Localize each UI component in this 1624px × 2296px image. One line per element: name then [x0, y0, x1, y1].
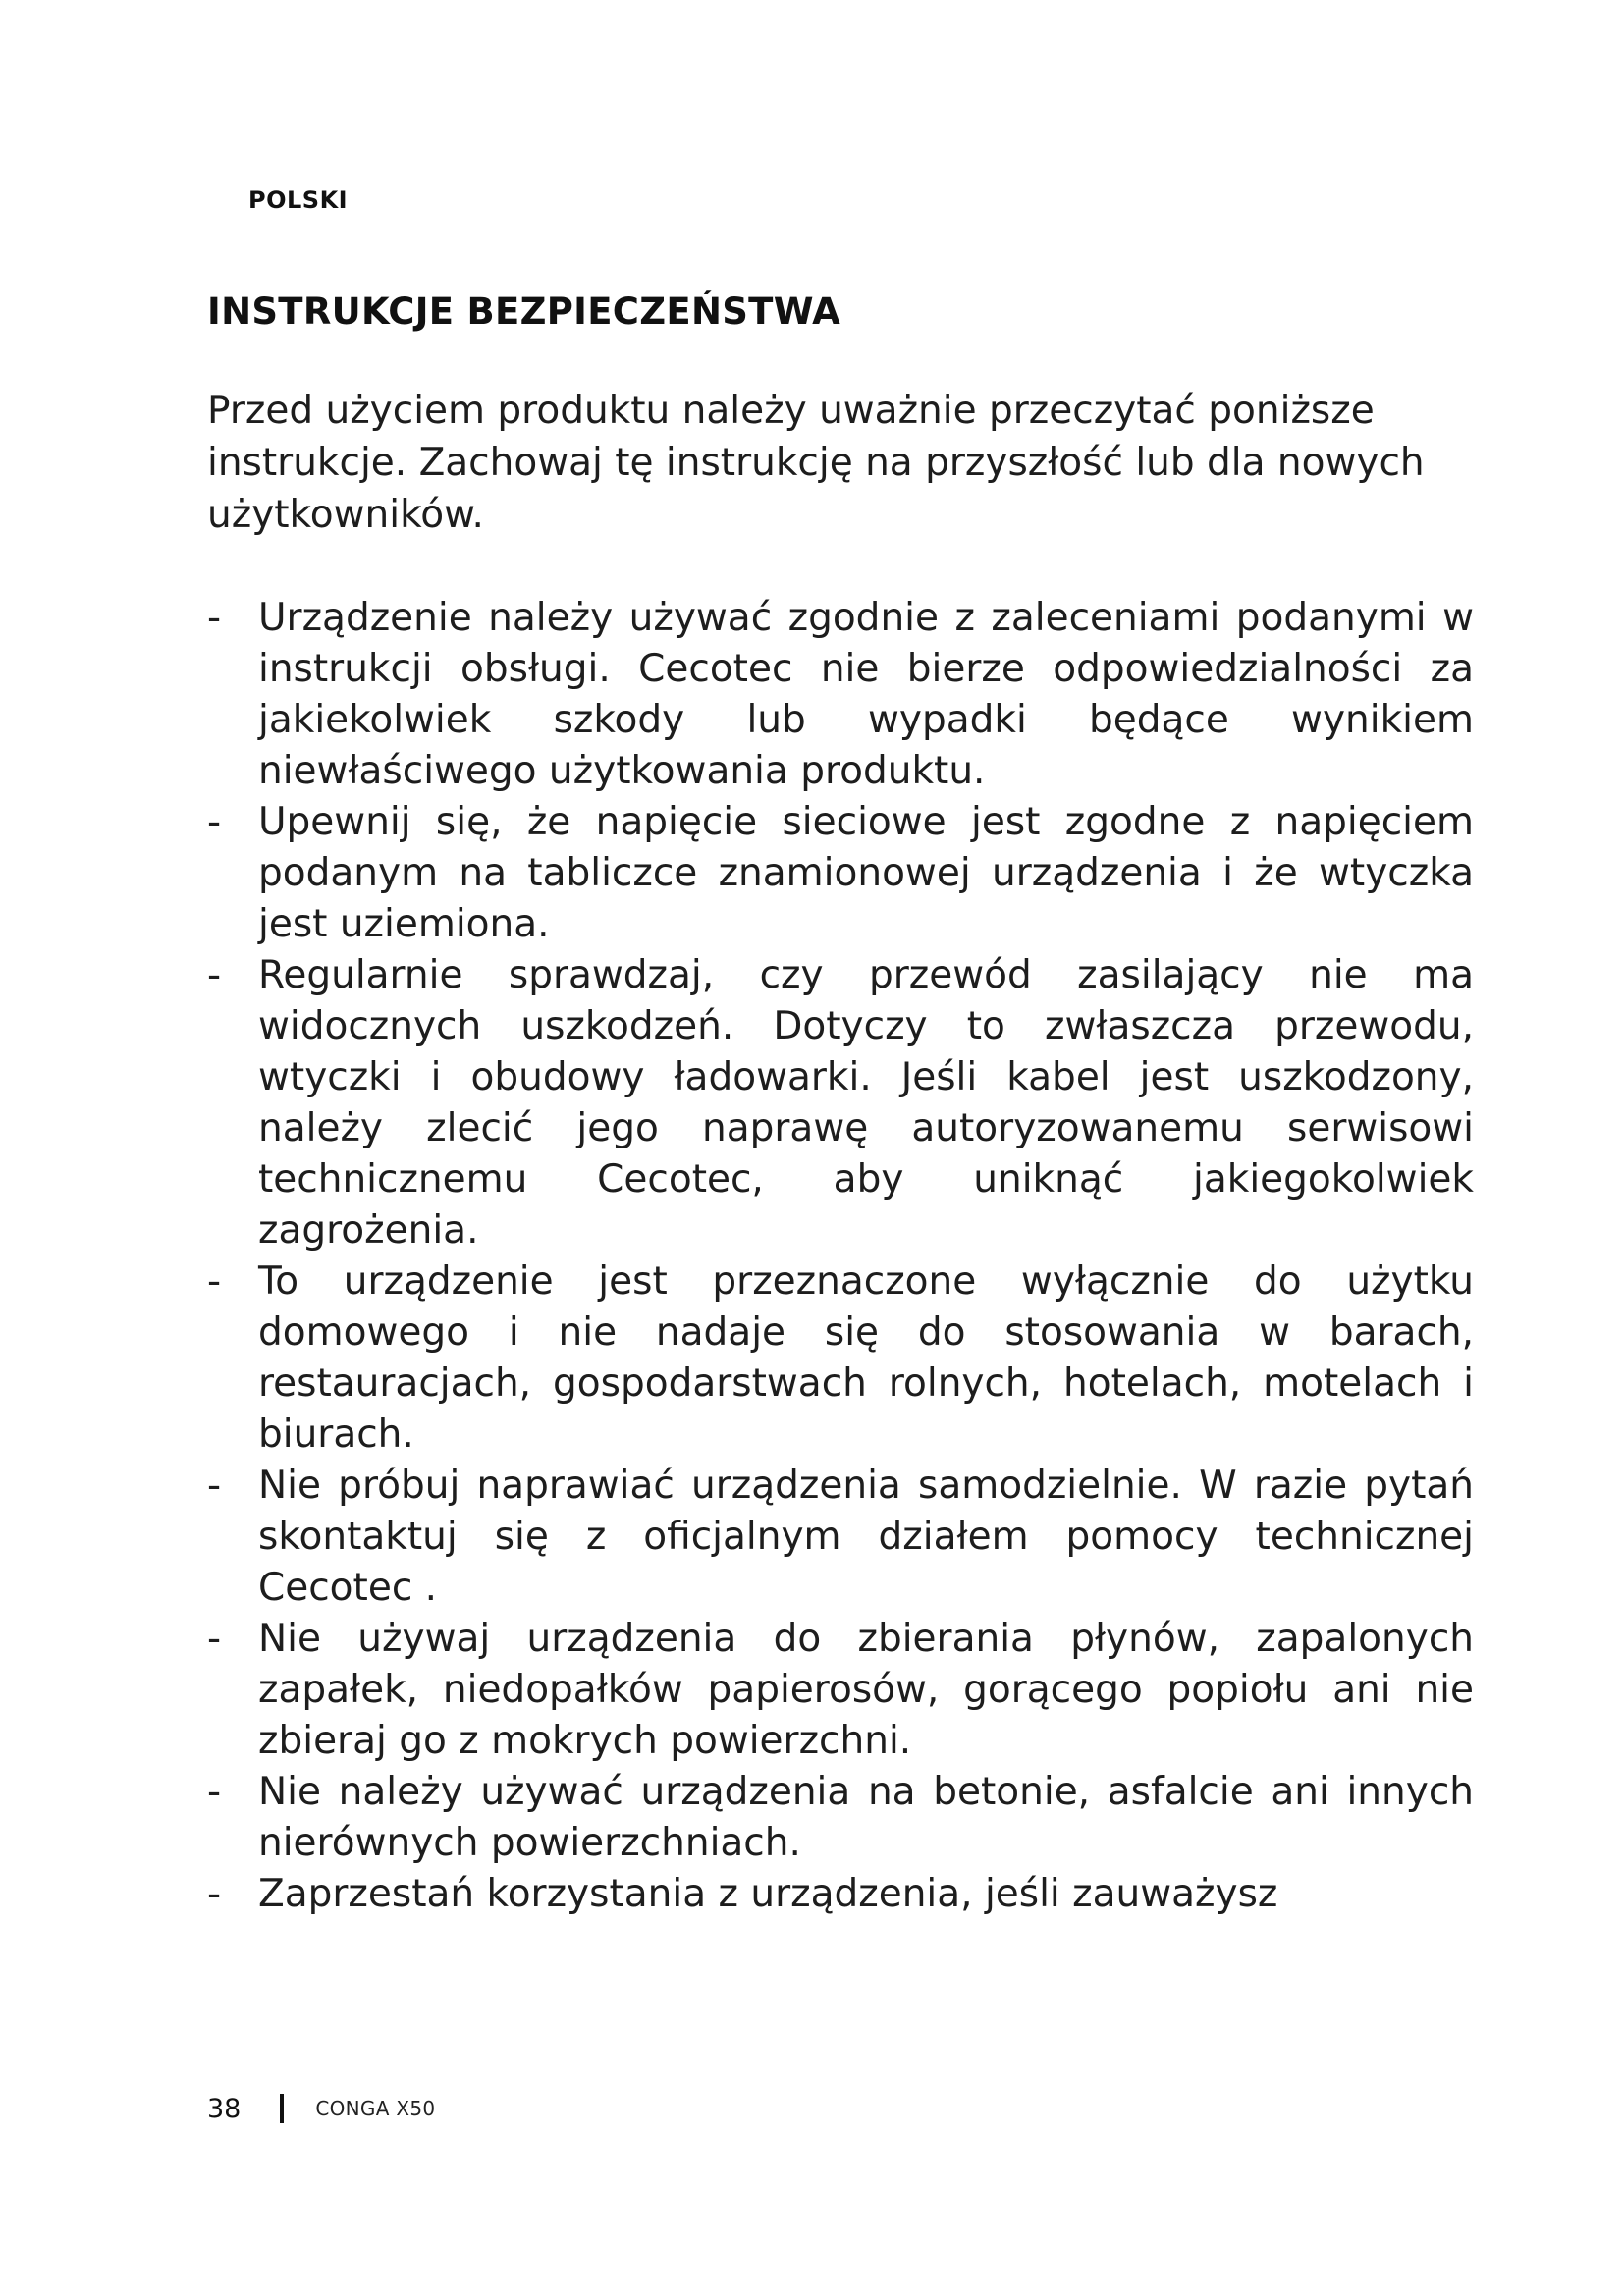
bullet-dash: -	[207, 800, 222, 844]
list-item	[207, 593, 1474, 797]
list-item-text: Nie używaj urządzenia do zbierania płynów, zapalonych zapałek, niedopałków papierosów, gorącego popiołu ani nie zbieraj go z mokrych powierzchni.	[258, 1617, 1474, 1763]
list-item-text: Zaprzestań korzystania z urządzenia, jeśli zauważysz	[258, 1872, 1278, 1916]
intro-paragraph: Przed użyciem produktu należy uważnie przeczytać poniższe instrukcje. Zachowaj tę instrukcję na przyszłość lub dla nowych użytkowników.	[207, 389, 1425, 537]
safety-instructions-list	[207, 593, 1474, 1920]
bullet-dash: -	[207, 596, 222, 640]
page-number: 38	[207, 2093, 242, 2124]
list-item	[207, 1461, 1474, 1614]
bullet-dash: -	[207, 1770, 222, 1814]
language-label: POLSKI	[248, 187, 349, 214]
section-title: INSTRUKCJE BEZPIECZEŃSTWA	[207, 291, 841, 333]
list-item	[207, 1869, 1474, 1920]
list-item-text: To urządzenie jest przeznaczone wyłącznie do użytku domowego i nie nadaje się do stosowania w barach, restauracjach, gospodarstwach rolnych, hotelach, motelach i biurach.	[258, 1259, 1474, 1457]
list-item-text: Nie próbuj naprawiać urządzenia samodzielnie. W razie pytań skontaktuj się z oficjalnym działem pomocy technicznej Cecotec .	[258, 1464, 1474, 1610]
list-item-text: Urządzenie należy używać zgodnie z zaleceniami podanymi w instrukcji obsługi. Cecotec nie bierze odpowiedzialności za jakiekolwiek szkody lub wypadki będące wynikiem niewłaściwego użytkowania produktu.	[258, 596, 1474, 793]
document-name: CONGA X50	[315, 2097, 436, 2120]
footer-separator	[280, 2094, 284, 2123]
list-item-text: Nie należy używać urządzenia na betonie, asfalcie ani innych nierównych powierzchniach.	[258, 1770, 1474, 1865]
list-item-text: Regularnie sprawdzaj, czy przewód zasilający nie ma widocznych uszkodzeń. Dotyczy to zwłaszcza przewodu, wtyczki i obudowy ładowarki. Jeśli kabel jest uszkodzony, należy zlecić jego naprawę autoryzowanemu serwisowi technicznemu Cecotec, aby uniknąć jakiegokolwiek zagrożenia.	[258, 953, 1474, 1253]
list-item	[207, 1614, 1474, 1767]
list-item	[207, 950, 1474, 1256]
bullet-dash: -	[207, 1872, 222, 1916]
list-item-text: Upewnij się, że napięcie sieciowe jest zgodne z napięciem podanym na tabliczce znamionowej urządzenia i że wtyczka jest uziemiona.	[258, 800, 1474, 946]
list-item	[207, 797, 1474, 950]
bullet-dash: -	[207, 1617, 222, 1661]
list-item	[207, 1767, 1474, 1869]
bullet-dash: -	[207, 1464, 222, 1508]
bullet-dash: -	[207, 1259, 222, 1304]
bullet-dash: -	[207, 953, 222, 997]
list-item	[207, 1256, 1474, 1461]
page-footer	[207, 2089, 435, 2128]
